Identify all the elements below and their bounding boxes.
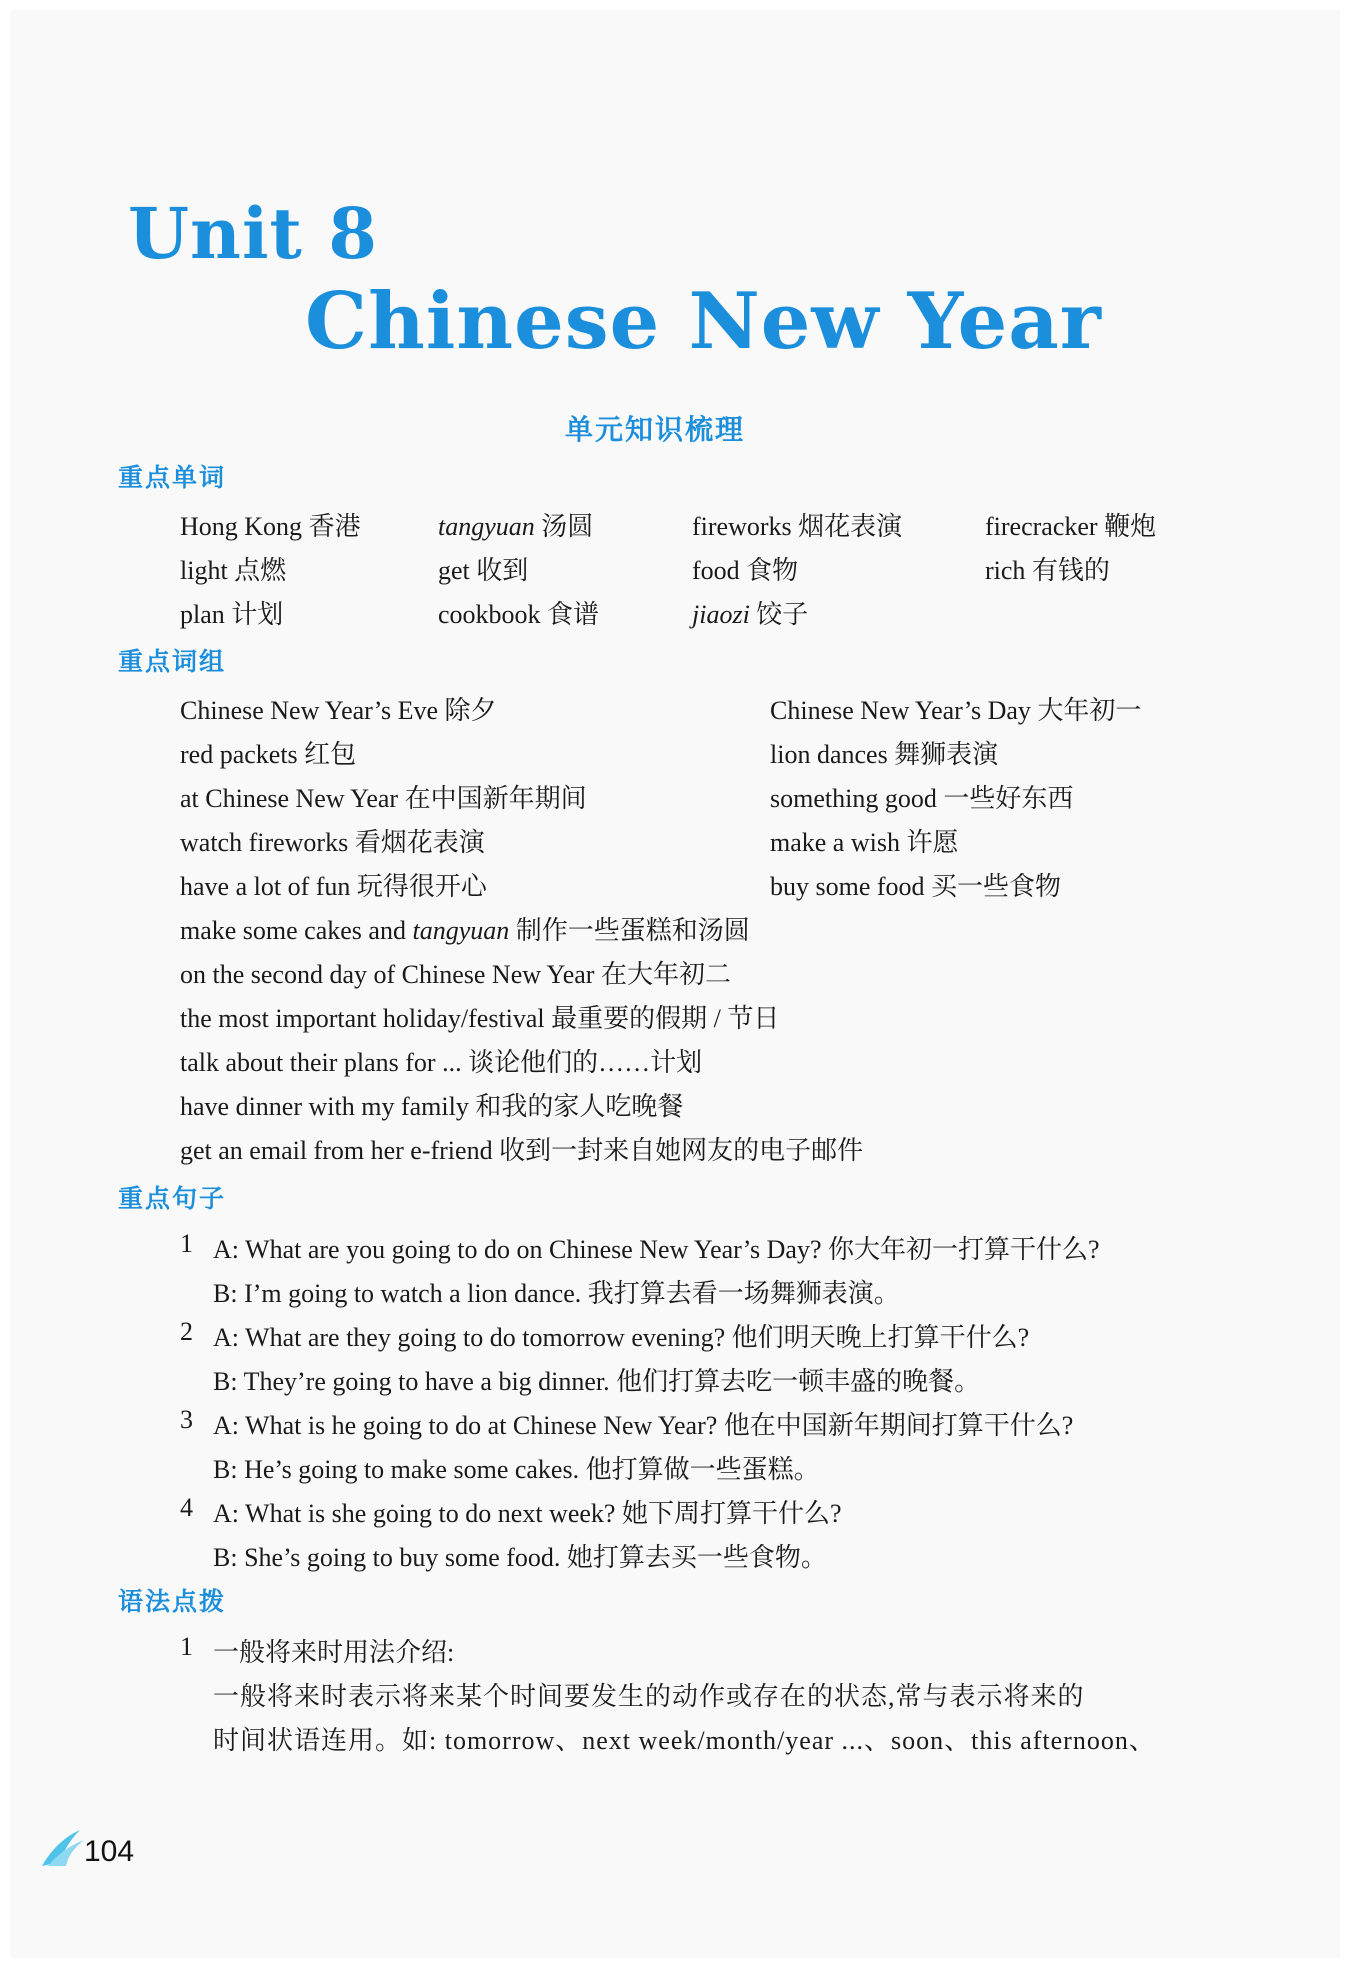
section-label-sentences: 重点句子 xyxy=(118,1184,227,1213)
phrase-item: at Chinese New Year 在中国新年期间 xyxy=(180,784,587,813)
phrase-item: Chinese New Year’s Eve 除夕 xyxy=(180,696,497,725)
sentence-number: 3 xyxy=(180,1405,193,1434)
sentence-b: B: I’m going to watch a lion dance. 我打算去看一场舞狮表演。 xyxy=(213,1279,900,1308)
vocab-item: food 食物 xyxy=(692,556,799,585)
vocab-item: tangyuan 汤圆 xyxy=(438,512,594,541)
grammar-line-1: 一般将来时表示将来某个时间要发生的动作或存在的状态,常与表示将来的 xyxy=(213,1682,1085,1711)
grammar-line-2: 时间状语连用。如: tomorrow、next week/month/year ...、soon、this afternoon、 xyxy=(213,1726,1156,1755)
phrase-item: get an email from her e-friend 收到一封来自她网友的电子邮件 xyxy=(180,1136,864,1165)
sentence-a: A: What is she going to do next week? 她下周打算干什么? xyxy=(213,1499,842,1528)
grammar-number: 1 xyxy=(180,1632,193,1661)
vocab-item: plan 计划 xyxy=(180,600,284,629)
phrase-tangyuan: make some cakes and tangyuan 制作一些蛋糕和汤圆 xyxy=(180,916,750,945)
chapter-title: Chinese New Year xyxy=(305,276,1102,367)
section-label-phrases: 重点词组 xyxy=(118,647,227,676)
summary-heading: 单元知识梳理 xyxy=(564,413,745,446)
phrase-item: talk about their plans for ... 谈论他们的……计划 xyxy=(180,1048,703,1077)
vocab-item: get 收到 xyxy=(438,556,529,585)
vocab-item: cookbook 食谱 xyxy=(438,600,600,629)
section-label-grammar: 语法点拨 xyxy=(118,1587,227,1616)
phrase-item: something good 一些好东西 xyxy=(770,784,1074,813)
vocab-item: rich 有钱的 xyxy=(985,556,1110,585)
sentence-a: A: What are you going to do on Chinese New Year’s Day? 你大年初一打算干什么? xyxy=(213,1235,1100,1264)
phrase-item: Chinese New Year’s Day 大年初一 xyxy=(770,696,1142,725)
page-number: 104 xyxy=(84,1835,135,1868)
phrase-item: watch fireworks 看烟花表演 xyxy=(180,828,485,857)
phrase-item: make a wish 许愿 xyxy=(770,828,959,857)
grammar-heading: 一般将来时用法介绍: xyxy=(213,1638,455,1667)
vocab-item: light 点燃 xyxy=(180,556,287,585)
sentence-b: B: He’s going to make some cakes. 他打算做一些蛋糕。 xyxy=(213,1455,820,1484)
textbook-page xyxy=(10,10,1340,1958)
sentence-number: 2 xyxy=(180,1317,193,1346)
phrase-item: lion dances 舞狮表演 xyxy=(770,740,999,769)
phrase-item: the most important holiday/festival 最重要的假期 / 节日 xyxy=(180,1004,780,1033)
phrase-item: on the second day of Chinese New Year 在大年初二 xyxy=(180,960,731,989)
sentence-number: 1 xyxy=(180,1229,193,1258)
sentence-b: B: She’s going to buy some food. 她打算去买一些食物。 xyxy=(213,1543,827,1572)
phrase-item: buy some food 买一些食物 xyxy=(770,872,1062,901)
phrase-item: have dinner with my family 和我的家人吃晚餐 xyxy=(180,1092,684,1121)
sentence-a: A: What is he going to do at Chinese New Year? 他在中国新年期间打算干什么? xyxy=(213,1411,1074,1440)
phrase-item: have a lot of fun 玩得很开心 xyxy=(180,872,487,901)
vocab-item: jiaozi 饺子 xyxy=(692,600,809,629)
vocab-item: Hong Kong 香港 xyxy=(180,512,361,541)
sentence-a: A: What are they going to do tomorrow evening? 他们明天晚上打算干什么? xyxy=(213,1323,1030,1352)
vocab-item: firecracker 鞭炮 xyxy=(985,512,1157,541)
unit-title: Unit 8 xyxy=(128,192,378,275)
phrase-item: red packets 红包 xyxy=(180,740,357,769)
sentence-b: B: They’re going to have a big dinner. 他们打算去吃一顿丰盛的晚餐。 xyxy=(213,1367,981,1396)
sentence-number: 4 xyxy=(180,1493,193,1522)
wing-icon xyxy=(40,1828,86,1868)
vocab-item: fireworks 烟花表演 xyxy=(692,512,903,541)
section-label-words: 重点单词 xyxy=(118,463,227,492)
